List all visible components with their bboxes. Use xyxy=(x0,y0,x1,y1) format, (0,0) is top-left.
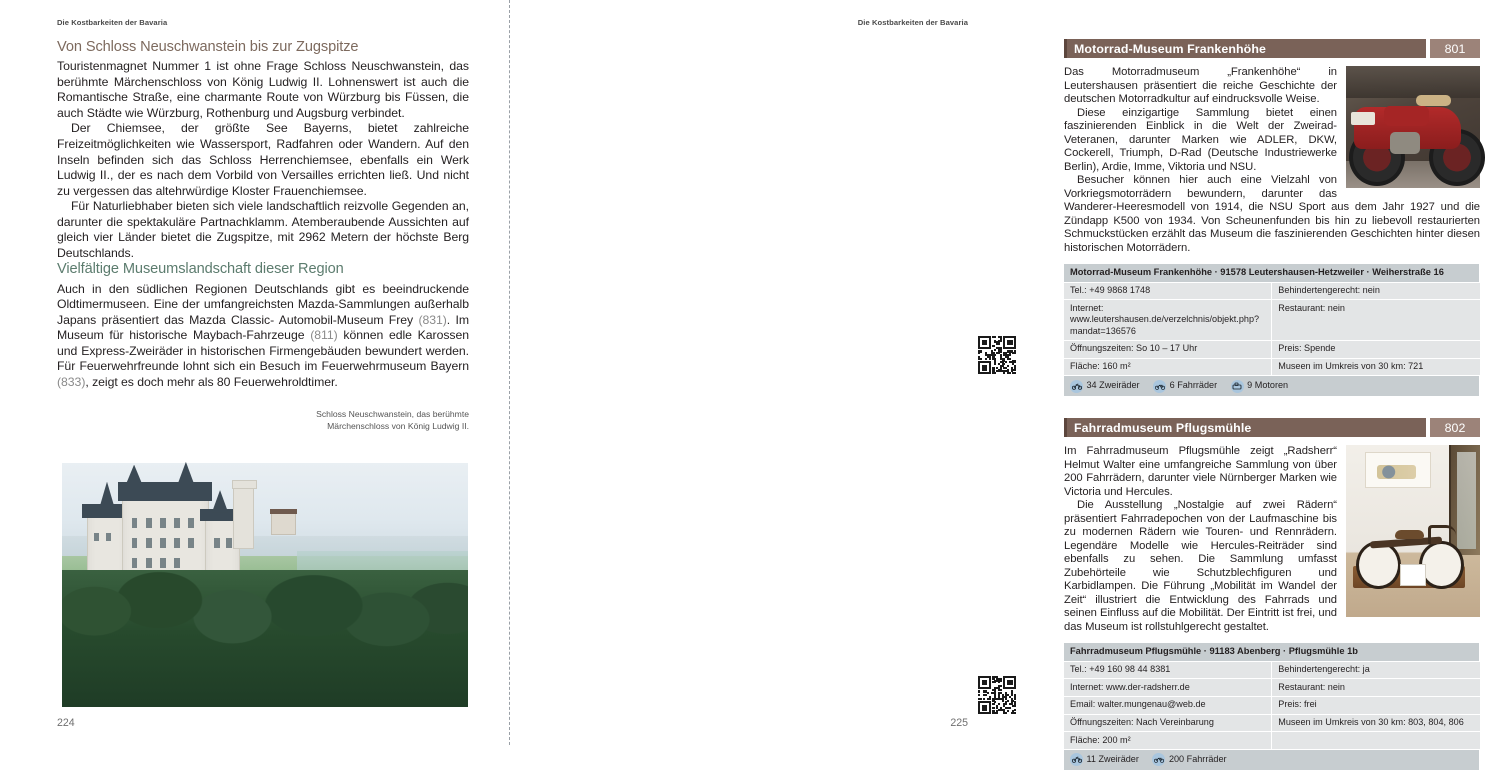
entry-802-para-2: Die Ausstellung „Nostalgie auf zwei Rädern“ präsentiert Fahrradepochen von der Laufmaschine bis zu modernen Rädern wie Touren- und Rennrädern. Legendäre Modelle wie Hercules-Reiträder sind ebenfalls zu sehen. Die Sammlung umfasst Zubehörteile wie Schutzblechfiguren und Karbidlampen. Die Führung „Mobilität im Wandel der Zeit“ illustriert die Entwicklung des Fahrrads und seinen Einfluss auf die Mobilität. Der Eintritt ist frei, und das Museum ist rollstuhlgerecht gestaltet. xyxy=(1064,499,1337,633)
info-table-802 xyxy=(1064,643,1480,770)
table-row xyxy=(1064,282,1480,300)
left-text-column xyxy=(57,39,469,390)
table-row xyxy=(1064,358,1480,376)
entry-801-para-2: Diese einzigartige Sammlung bietet einen faszinierenden Einblick in die Welt der Zweirad-Veteranen, darunter Marken wie ADLER, DKW, Cockerell, Triumph, D-Rad (Deutsche Industriewerke Berlin), Ardie, Imme, Viktoria und NSU. xyxy=(1064,106,1337,173)
museum-text-a: Auch in den südlichen Regionen Deutschlands gibt es beeindruckende Oldtimermuseen. Eine der umfangreichsten Mazda-Sammlungen außerhalb Japans präsentiert das Mazda Classic- Automobil-Museum Frey xyxy=(57,281,469,327)
entry-801-para-1: Das Motorradmuseum „Frankenhöhe“ in Leutershausen präsentiert die reiche Geschichte der deutschen Motorradkultur auf eindrucksvolle Weise. xyxy=(1064,66,1337,105)
page-left xyxy=(0,0,510,745)
right-entries-column xyxy=(1064,39,1480,770)
info-table-header-802: Fahrradmuseum Pflugsmühle · 91183 Abenberg · Pflugsmühle 1b xyxy=(1064,643,1480,661)
museum-text-c: können edle Karossen und Express-Zweiräder in historischen Firmengebäuden bewundert werden. Für Feuerwehrfreunde lohnt sich ein Besuch im Feuerwehrmuseum Bayern xyxy=(57,328,470,374)
info-cell-price: Preis: frei xyxy=(1272,696,1480,714)
info-table-header-801: Motorrad-Museum Frankenhöhe · 91578 Leutershausen-Hetzweiler · Weiherstraße 16 xyxy=(1064,264,1480,282)
entry-801-para-3: Besucher können hier auch eine Vielzahl von Vorkriegsmotorrädern bewundern, darunter das Wanderer-Heeresmodell von 1914, die NSU Sport aus dem Jahr 1927 und die Zündapp K500 von 1934. Von Scheunenfunden bis hin zu liebevoll restaurierten Schmuckstücken erzählt das Museum die faszinierenden Geschichten hinter diesen historischen Motorrädern. xyxy=(1064,174,1480,254)
info-cell-empty xyxy=(1272,732,1480,750)
left-heading-2: Vielfältige Museumslandschaft dieser Region xyxy=(57,261,344,278)
running-head-left: Die Kostbarkeiten der Bavaria xyxy=(57,18,168,27)
schloss-neuschwanstein-photo xyxy=(62,463,468,707)
info-table-stats-row-802 xyxy=(1064,749,1480,770)
table-row xyxy=(1064,661,1480,679)
stat-zweiraeder-label: 11 Zweiräder xyxy=(1086,753,1139,764)
museum-text-d: , zeigt es doch mehr als 80 Feuerwehroldtimer. xyxy=(85,374,338,389)
left-paragraph-4 xyxy=(57,282,469,391)
entry-number-801: 801 xyxy=(1430,39,1480,58)
info-table-801 xyxy=(1064,264,1480,396)
left-paragraph-3: Für Naturliebhaber bieten sich viele landschaftlich reizvolle Gegenden an, darunter die spektakuläre Partnachklamm. Atemberaubende Aussichten auf gleich vier Länder bietet die Zugspitze, mit 2962 Metern der höchste Berg Deutschlands. xyxy=(57,199,469,260)
running-head-right: Die Kostbarkeiten der Bavaria xyxy=(857,18,968,27)
table-row xyxy=(1064,732,1480,750)
entry-title-bar-801 xyxy=(1064,39,1480,58)
draisine-photo xyxy=(1346,445,1480,617)
stat-motoren xyxy=(1231,380,1288,393)
museum-ref-833: (833) xyxy=(57,374,86,389)
left-paragraph-1: Touristenmagnet Nummer 1 ist ohne Frage Schloss Neuschwanstein, das berühmte Märchenschloss von König Ludwig II. Lohnenswert ist auch die Romantische Straße, eine charmante Route von Würzburg bis Füssen, die auch Städte wie Würzburg, Rothenburg und Augsburg verbindet. xyxy=(57,59,469,120)
museum-ref-831: (831) xyxy=(418,312,447,327)
entry-number-802: 802 xyxy=(1430,418,1480,437)
info-cell-internet: Internet: www.der-radsherr.de xyxy=(1064,679,1272,697)
stat-fahrraeder xyxy=(1152,753,1226,766)
stats-cell xyxy=(1064,749,1480,770)
info-cell-tel: Tel.: +49 160 98 44 8381 xyxy=(1064,661,1272,679)
castle-outbuilding xyxy=(271,513,297,535)
museum-ref-811: (811) xyxy=(310,328,338,343)
info-cell-price: Preis: Spende xyxy=(1272,340,1480,358)
info-cell-area: Fläche: 200 m² xyxy=(1064,732,1272,750)
stat-fahrraeder-label: 6 Fahrräder xyxy=(1169,380,1218,391)
entry-802-para-1: Im Fahrradmuseum Pflugsmühle zeigt „Radsherr“ Helmut Walter eine umfangreiche Sammlung von über 200 Fahrrädern, darunter viele Nürnberger Marken wie Victoria und Hercules. xyxy=(1064,445,1337,498)
table-row xyxy=(1064,714,1480,732)
info-cell-accessible: Behindertengerecht: ja xyxy=(1272,661,1480,679)
info-cell-restaurant: Restaurant: nein xyxy=(1272,679,1480,697)
info-table-header-row xyxy=(1064,643,1480,661)
entry-title-bar-802 xyxy=(1064,418,1480,437)
info-cell-area: Fläche: 160 m² xyxy=(1064,358,1272,376)
info-cell-restaurant: Restaurant: nein xyxy=(1272,300,1480,341)
stats-cell xyxy=(1064,376,1480,397)
left-paragraph-2: Der Chiemsee, der größte See Bayerns, bietet zahlreiche Freizeitmöglichkeiten wie Wassersport, Radfahren oder Wandern. Auf den Inseln befinden sich das Schloss Herrenchiemsee, ebenfalls ein Werk Ludwig II., der es nach dem Vorbild von Versailles errichten ließ. Und nicht zu vergessen das altehrwürdige Kloster Frauenchiemsee. xyxy=(57,121,469,198)
stat-motoren-label: 9 Motoren xyxy=(1247,380,1289,391)
stat-zweiraeder-label: 34 Zweiräder xyxy=(1086,380,1140,391)
entry-body-801 xyxy=(1064,66,1480,255)
info-cell-tel: Tel.: +49 9868 1748 xyxy=(1064,282,1272,300)
info-cell-email: Email: walter.mungenau@web.de xyxy=(1064,696,1272,714)
photo-caption: Schloss Neuschwanstein, das berühmte Märchenschloss von König Ludwig II. xyxy=(316,409,469,432)
museum-entry-802 xyxy=(1064,418,1480,770)
stat-zweiraeder xyxy=(1070,380,1140,393)
bicycle-icon xyxy=(1152,753,1165,766)
engine-icon xyxy=(1231,380,1244,393)
page-number-left: 224 xyxy=(57,717,75,729)
info-cell-nearby: Museen im Umkreis von 30 km: 721 xyxy=(1272,358,1480,376)
stat-fahrraeder xyxy=(1153,380,1217,393)
table-row xyxy=(1064,340,1480,358)
stat-zweiraeder xyxy=(1070,753,1139,766)
info-cell-accessible: Behindertengerecht: nein xyxy=(1272,282,1480,300)
info-cell-hours: Öffnungszeiten: So 10 – 17 Uhr xyxy=(1064,340,1272,358)
motorcycle-icon xyxy=(1070,380,1083,393)
entry-title-802: Fahrradmuseum Pflugsmühle xyxy=(1064,418,1426,437)
info-cell-nearby: Museen im Umkreis von 30 km: 803, 804, 806 xyxy=(1272,714,1480,732)
info-table-header-row xyxy=(1064,264,1480,282)
info-cell-hours: Öffnungszeiten: Nach Vereinbarung xyxy=(1064,714,1272,732)
entry-body-802 xyxy=(1064,445,1480,634)
page-number-right: 225 xyxy=(950,717,968,729)
entry-title-801: Motorrad-Museum Frankenhöhe xyxy=(1064,39,1426,58)
motorcycle-photo xyxy=(1346,66,1480,188)
castle-tower xyxy=(233,484,254,548)
table-row xyxy=(1064,300,1480,341)
table-row xyxy=(1064,696,1480,714)
left-heading-1: Von Schloss Neuschwanstein bis zur Zugspitze xyxy=(57,39,359,55)
info-table-stats-row-801 xyxy=(1064,376,1480,397)
motorcycle-icon xyxy=(1070,753,1083,766)
museum-entry-801 xyxy=(1064,39,1480,396)
qr-code-802[interactable] xyxy=(978,676,1016,714)
table-row xyxy=(1064,679,1480,697)
bicycle-icon xyxy=(1153,380,1166,393)
page-right xyxy=(510,0,1480,764)
info-cell-internet: Internet: www.leutershausen.de/verzelchnis/objekt.php?mandat=136576 xyxy=(1064,300,1272,341)
stat-fahrraeder-label: 200 Fahrräder xyxy=(1168,753,1227,764)
museum-text-b: . Im Museum für historische Maybach-Fahrzeuge xyxy=(57,312,469,343)
qr-code-801[interactable] xyxy=(978,336,1016,374)
